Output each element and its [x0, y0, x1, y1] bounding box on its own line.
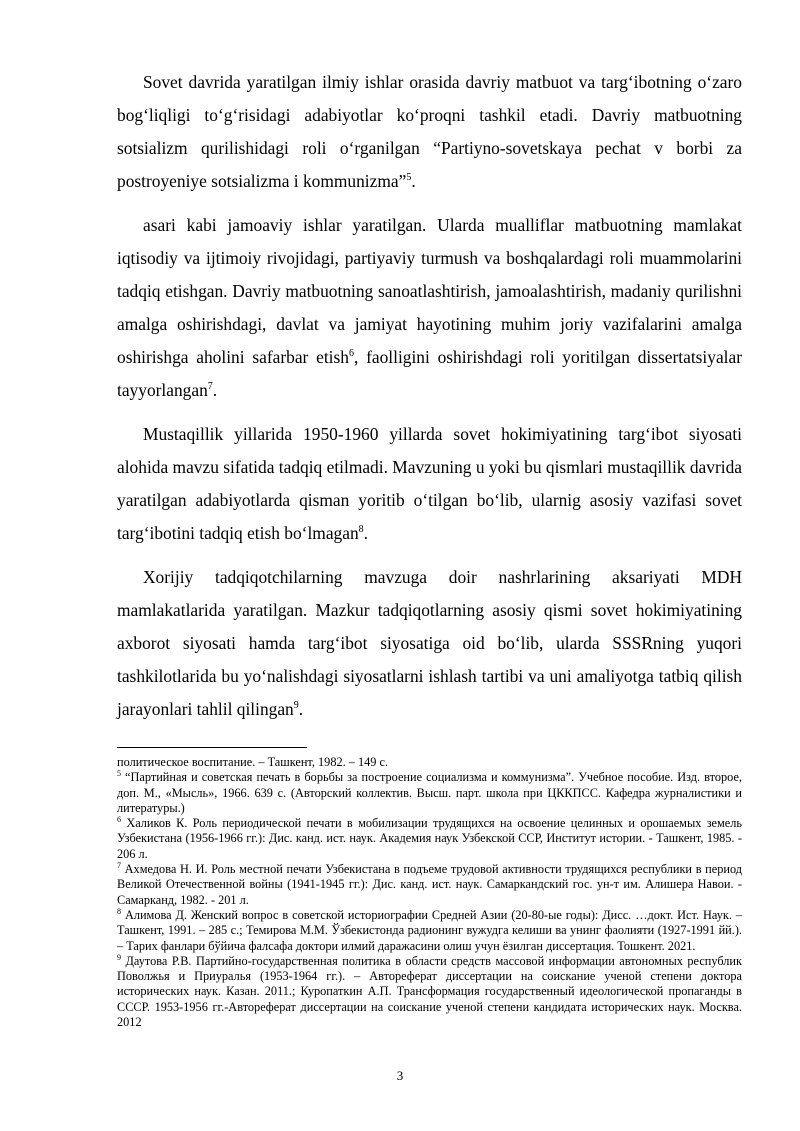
footnote-mark: 5 — [117, 769, 121, 779]
footnote-text: “Партийная и советская печать в борьбы за построение социализма и коммунизма”. Учебное пособие. Изд. второе, доп. М., «Мысль», 1966. 639 с. (Авторский коллектив. Высш. парт. школа при ЦККПСС. Кафедра журналистики и литературы.) — [117, 770, 742, 815]
footnote-continued — [117, 755, 742, 770]
paragraph-tail: . — [363, 523, 369, 543]
footnote-7 — [117, 862, 742, 908]
paragraph-tail: . — [298, 699, 304, 719]
main-text — [117, 66, 742, 737]
footnote-6 — [117, 816, 742, 862]
paragraph-text: Xorijiy tadqiqotchilarning mavzuga doir nashrlarining aksariyati MDH mamlakatlarida yaratilgan. Mazkur tadqiqotlarning asosiy qismi sovet hokimiyatining axborot siyosati hamda targ‘ibot siyosatiga oid bo‘lib, ularda SSSRning yuqori tashkilotlarida bu yo‘nalishdagi siyosatlarni ishlash tartibi va uni amaliyotga tatbiq qilish jarayonlari tahlil qilingan — [117, 567, 742, 719]
footnote-mark: 7 — [117, 860, 121, 870]
footnote-mark: 9 — [117, 952, 121, 962]
footnote-text: Халиков К. Роль периодической печати в мобилизации трудящихся на освоение целинных и орошаемых земель Узбекистана (1956-1966 гг.): Дис. канд. ист. наук. Академия наук Узбекской ССР, Институт истории. - Ташкент, 1985. - 206 л. — [117, 816, 742, 861]
footnote-text: политическое воспитание. – Ташкент, 1982. – 149 с. — [117, 755, 389, 769]
footnote-ref-5[interactable]: 5 — [406, 172, 412, 184]
footnote-ref-6[interactable]: 6 — [348, 348, 354, 360]
footnote-5 — [117, 770, 742, 816]
footnote-text: Даутова Р.В. Партийно-государственная политика в области средств массовой информации автономных республик Поволжья и Приуралья (1953-1964 гг.). – Автореферат диссертации на соискание ученой степени доктора исторических наук. Казан. 2011.; Куропаткин А.П. Трансформация государственный идеологической пропаганды в СССР. 1953-1956 гг.-Автореферат диссертации на соискание ученой степени кандидата исторических наук. Москва. 2012 — [117, 953, 742, 1030]
paragraph-text: , faolligini oshirishdagi roli yoritilgan dissertatsiyalar tayyorlangan — [117, 347, 743, 400]
paragraph-3 — [117, 418, 742, 550]
paragraph-1 — [117, 66, 742, 198]
footnote-separator — [117, 747, 307, 748]
footnote-ref-8[interactable]: 8 — [358, 524, 364, 536]
footnote-text: Ахмедова Н. И. Роль местной печати Узбекистана в подъеме трудовой активности трудящихся республики в период Великой Отечественной войны (1941-1945 гг.): Дис. канд. ист. наук. Самаркандский гос. ун-т им. Алишера Навои. - Самарканд, 1982. - 201 л. — [117, 862, 742, 907]
paragraph-2 — [117, 209, 742, 407]
footnote-ref-7[interactable]: 7 — [207, 381, 213, 393]
footnote-text: Алимова Д. Женский вопрос в советской историографии Средней Азии (20-80-ые годы): Дисс. …докт. Ист. Наук. – Ташкент, 1991. – 285 с.; Темирова М.М. Ўзбекистонда радионинг вужудга келиши ва унинг фаолияти (1927-1991 йй.). – Тарих фанлари бўйича фалсафа доктори илмий даражасини олиш учун ёзилган диссертация. Тошкент. 2021. — [117, 907, 742, 953]
paragraph-text: Sovet davrida yaratilgan ilmiy ishlar orasida davriy matbuot va targ‘ibotning o‘zaro bog‘liqligi to‘g‘risidagi adabiyotlar ko‘proqni tashkil etadi. Davriy matbuotning sotsializm qurilishidagi roli o‘rganilgan “Partiyno-sovetskaya pechat v borbi za postroyeniye sotsializma i kommunizma” — [117, 72, 742, 191]
paragraph-text: asari kabi jamoaviy ishlar yaratilgan. Ularda mualliflar matbuotning mamlakat iqtisodiy va ijtimoiy rivojidagi, partiyaviy turmush va boshqalardagi roli muammolarini tadqiq etishgan. Davriy matbuotning sanoatlashtirish, jamoalashtirish, madaniy qurilishni amalga oshirishdagi, davlat va jamiyat hayotining muhim joriy vazifalarini amalga oshirishga aholini safarbar etish — [117, 215, 742, 367]
paragraph-tail: . — [212, 380, 218, 400]
footnote-mark: 8 — [117, 906, 121, 916]
paragraph-text: Mustaqillik yillarida 1950-1960 yillarda sovet hokimiyatining targ‘ibot siyosati alohida mavzu sifatida tadqiq etilmadi. Mavzuning u yoki bu qismlari mustaqillik davrida yaratilgan adabiyotlarda qisman yoritib o‘tilgan bo‘lib, ularnig asosiy vazifasi sovet targ‘ibotini tadqiq etish bo‘lmagan — [117, 424, 742, 543]
page-number: 3 — [396, 1068, 404, 1083]
paragraph-4 — [117, 561, 742, 726]
footnote-8 — [117, 908, 742, 954]
footnote-mark: 6 — [117, 815, 121, 825]
footnote-ref-9[interactable]: 9 — [293, 700, 299, 712]
footnotes — [117, 755, 742, 1030]
footnote-9 — [117, 954, 742, 1030]
paragraph-tail: . — [411, 171, 416, 191]
